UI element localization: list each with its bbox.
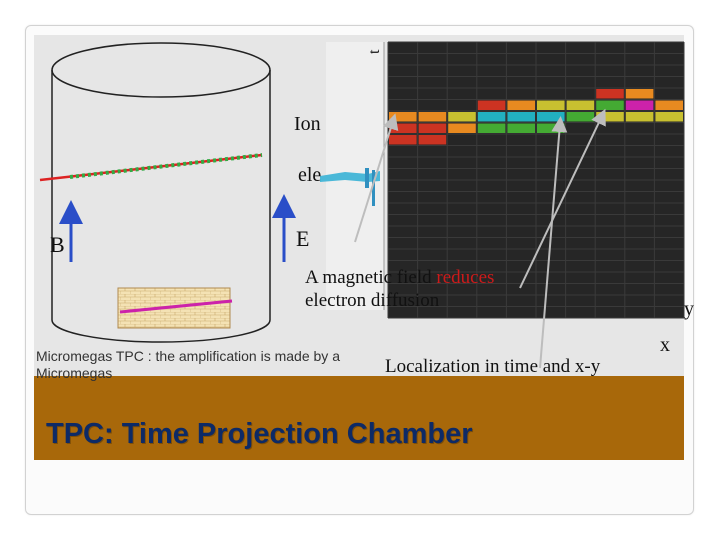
lit-pad xyxy=(596,89,624,99)
particle-track xyxy=(40,155,262,180)
slide-title: TPC: Time Projection Chamber xyxy=(46,418,473,450)
b-field-label: B xyxy=(50,232,65,257)
magnetic-text-after: electron diffusion xyxy=(305,290,440,311)
localization-label: Localization in time and x-y xyxy=(385,356,601,377)
lit-pad xyxy=(419,124,447,134)
pointer-lines xyxy=(355,116,602,368)
lit-pad xyxy=(626,112,654,122)
lit-pad xyxy=(419,112,447,122)
lit-pad xyxy=(478,101,506,111)
lit-pad xyxy=(537,101,565,111)
micromegas-plane xyxy=(118,288,232,328)
lit-pad xyxy=(507,101,535,111)
micromegas-caption: Micromegas TPC : the amplification is made by a Micromegas xyxy=(36,348,340,381)
time-axis-label: t xyxy=(366,49,383,54)
magnetic-text-highlight: reduces xyxy=(436,267,495,288)
lit-pad xyxy=(626,101,654,111)
lit-pad xyxy=(537,112,565,122)
axis-x-label: x xyxy=(660,334,670,356)
lit-pad xyxy=(626,89,654,99)
lit-pad xyxy=(478,112,506,122)
lit-pad xyxy=(448,124,476,134)
magnetic-text-before: A magnetic field xyxy=(305,267,437,288)
lit-pad xyxy=(507,124,535,134)
lit-pad xyxy=(419,135,447,145)
lit-pad xyxy=(567,112,595,122)
lit-pad xyxy=(448,112,476,122)
lit-pad xyxy=(655,112,683,122)
lit-pad xyxy=(507,112,535,122)
lit-pad xyxy=(655,101,683,111)
lit-pad xyxy=(478,124,506,134)
lit-pad xyxy=(389,135,417,145)
lit-pad xyxy=(567,101,595,111)
lit-pad xyxy=(389,112,417,122)
e-field-label: E xyxy=(296,226,310,251)
lit-pad xyxy=(596,101,624,111)
electron-label: ele xyxy=(298,164,322,186)
lit-pad xyxy=(389,124,417,134)
axis-y-label: y xyxy=(684,298,694,320)
ionization-label: Ion xyxy=(294,113,321,135)
magnetic-field-note xyxy=(305,266,494,312)
